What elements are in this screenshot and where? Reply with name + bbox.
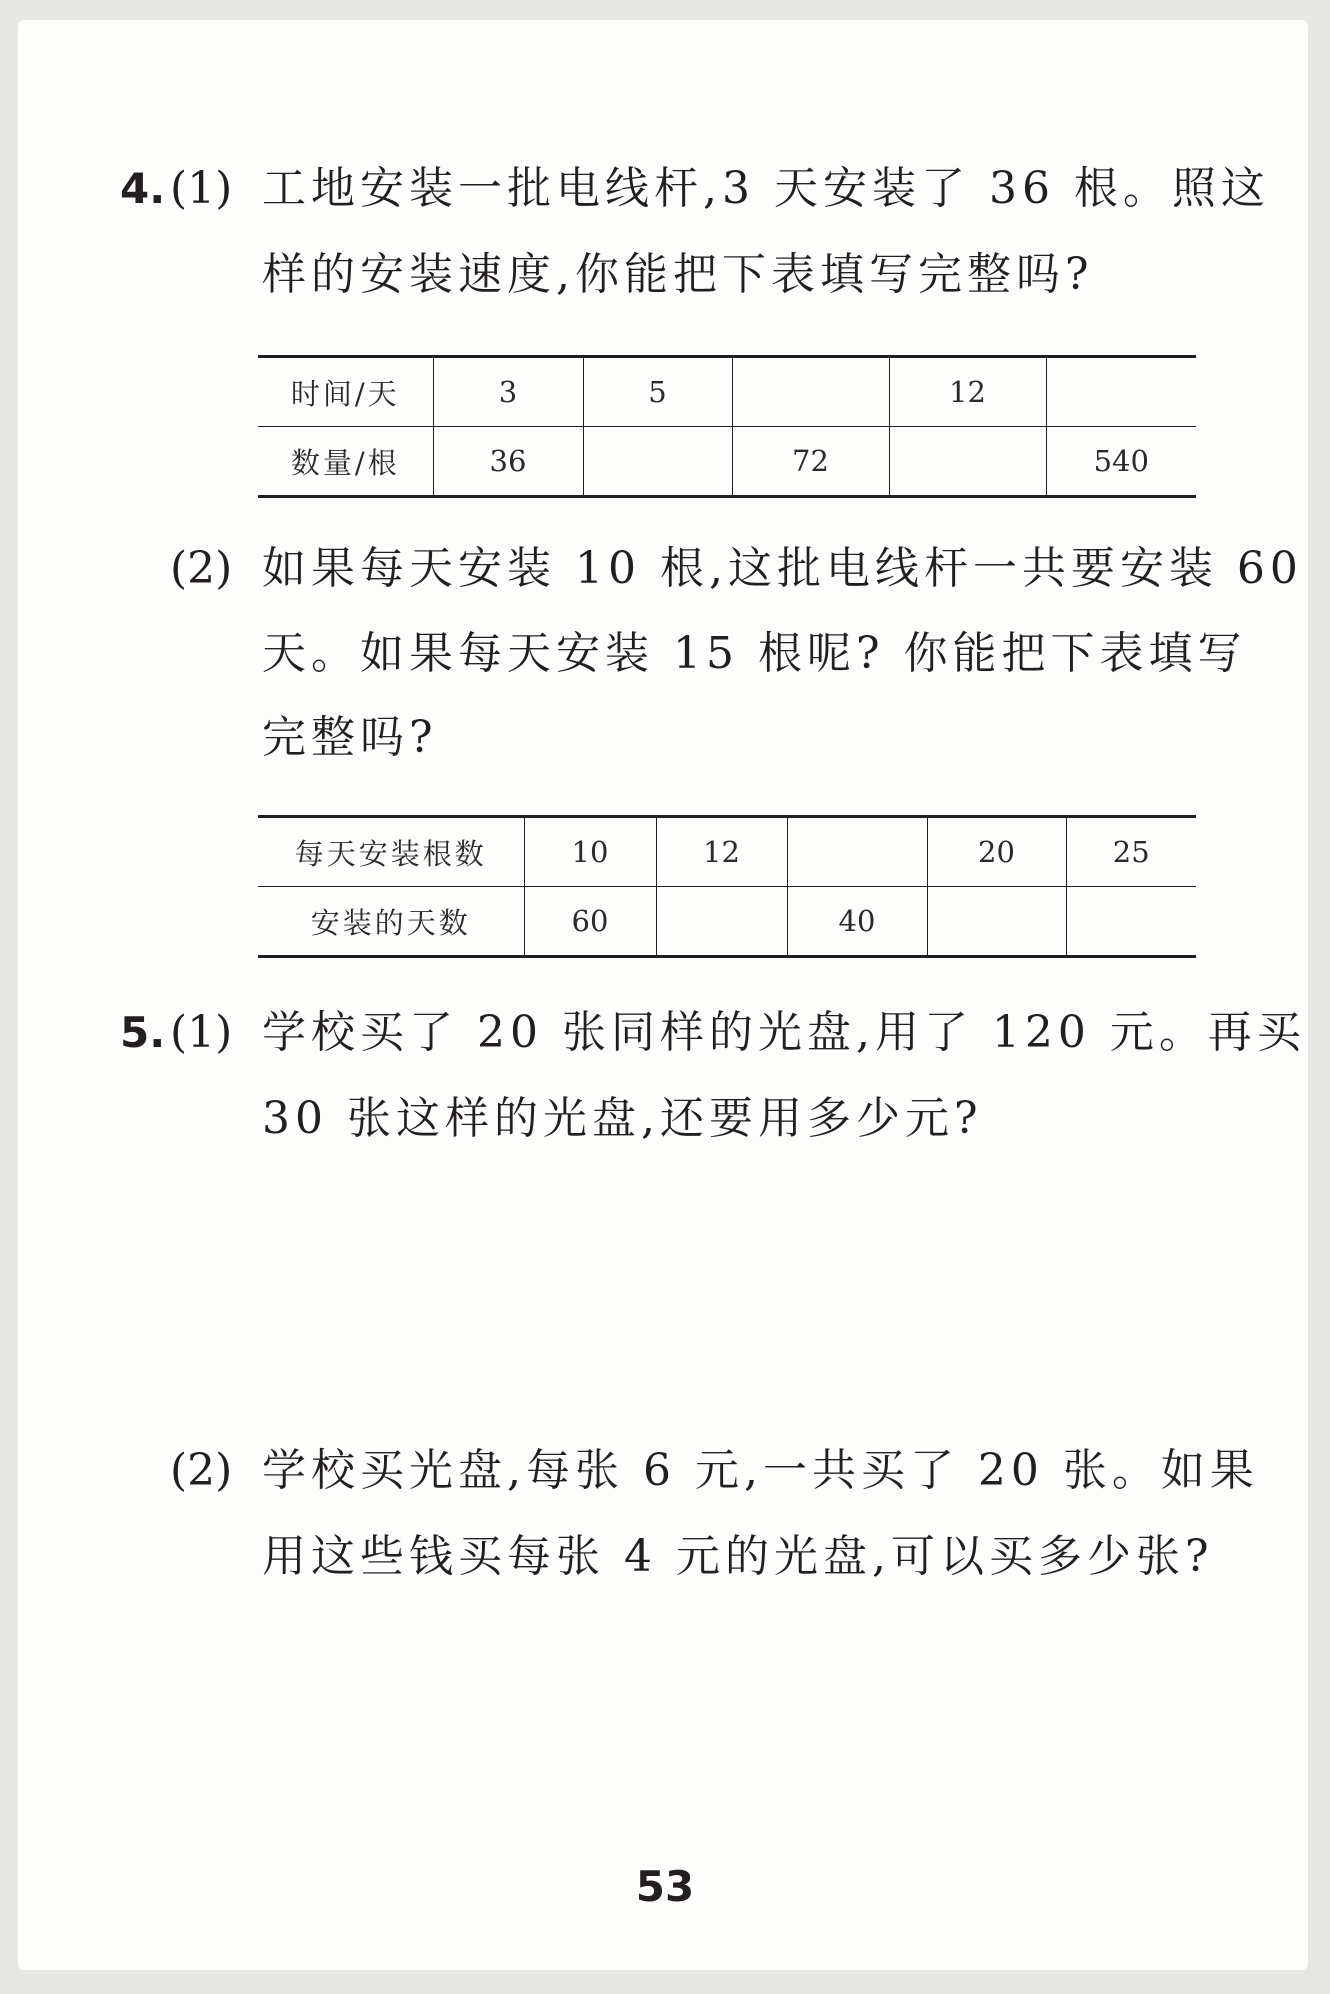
table-cell: 36: [433, 427, 583, 497]
table-row-header: 安装的天数: [258, 887, 524, 957]
question-5-part-2-label: (2): [170, 1445, 233, 1496]
table-cell-blank[interactable]: [732, 357, 889, 427]
question-4-part-1-label: (1): [170, 163, 233, 214]
table-cell: 60: [524, 887, 656, 957]
question-4-part-2-label: (2): [170, 543, 233, 594]
question-4-part-1-line-1: 工地安装一批电线杆,3 天安装了 36 根。照这: [262, 163, 1270, 214]
table-cell-blank[interactable]: [787, 817, 927, 887]
table-row: [258, 427, 1196, 497]
table-cell-blank[interactable]: [927, 887, 1066, 957]
table-cell: 3: [433, 357, 583, 427]
table-cell: 12: [889, 357, 1046, 427]
table-row-header: 数量/根: [258, 427, 433, 497]
question-4-number: 4.: [120, 164, 166, 213]
question-4-part-2-line-2: 天。如果每天安装 15 根呢? 你能把下表填写: [262, 628, 1247, 679]
table-row: [258, 817, 1196, 887]
table-cell: 20: [927, 817, 1066, 887]
question-4-table-2: [258, 815, 1196, 958]
table-row: [258, 887, 1196, 957]
table-cell: 40: [787, 887, 927, 957]
question-4-part-1-line-2: 样的安装速度,你能把下表填写完整吗?: [262, 249, 1094, 300]
table-cell: 5: [583, 357, 732, 427]
table-cell-blank[interactable]: [1066, 887, 1196, 957]
page-number: 53: [635, 1862, 695, 1911]
question-5-part-2-line-2: 用这些钱买每张 4 元的光盘,可以买多少张?: [262, 1531, 1214, 1582]
table-cell: 540: [1046, 427, 1196, 497]
question-5-part-1-line-1: 学校买了 20 张同样的光盘,用了 120 元。再买: [262, 1007, 1306, 1058]
question-5-part-1-line-2: 30 张这样的光盘,还要用多少元?: [262, 1093, 983, 1144]
table-cell-blank[interactable]: [1046, 357, 1196, 427]
question-4-part-2-line-1: 如果每天安装 10 根,这批电线杆一共要安装 60: [262, 543, 1303, 594]
table-row-header: 每天安装根数: [258, 817, 524, 887]
table-cell: 72: [732, 427, 889, 497]
table-cell: 25: [1066, 817, 1196, 887]
workbook-page: [18, 20, 1308, 1970]
table-row-header: 时间/天: [258, 357, 433, 427]
question-5-number: 5.: [120, 1008, 166, 1057]
table-cell: 12: [656, 817, 787, 887]
table-cell-blank[interactable]: [889, 427, 1046, 497]
table-cell-blank[interactable]: [656, 887, 787, 957]
question-5-part-1-label: (1): [170, 1007, 233, 1058]
question-4-part-2-line-3: 完整吗?: [262, 712, 438, 763]
question-4-table-1: [258, 355, 1196, 498]
table-row: [258, 357, 1196, 427]
question-5-part-2-line-1: 学校买光盘,每张 6 元,一共买了 20 张。如果: [262, 1445, 1259, 1496]
table-cell-blank[interactable]: [583, 427, 732, 497]
table-cell: 10: [524, 817, 656, 887]
